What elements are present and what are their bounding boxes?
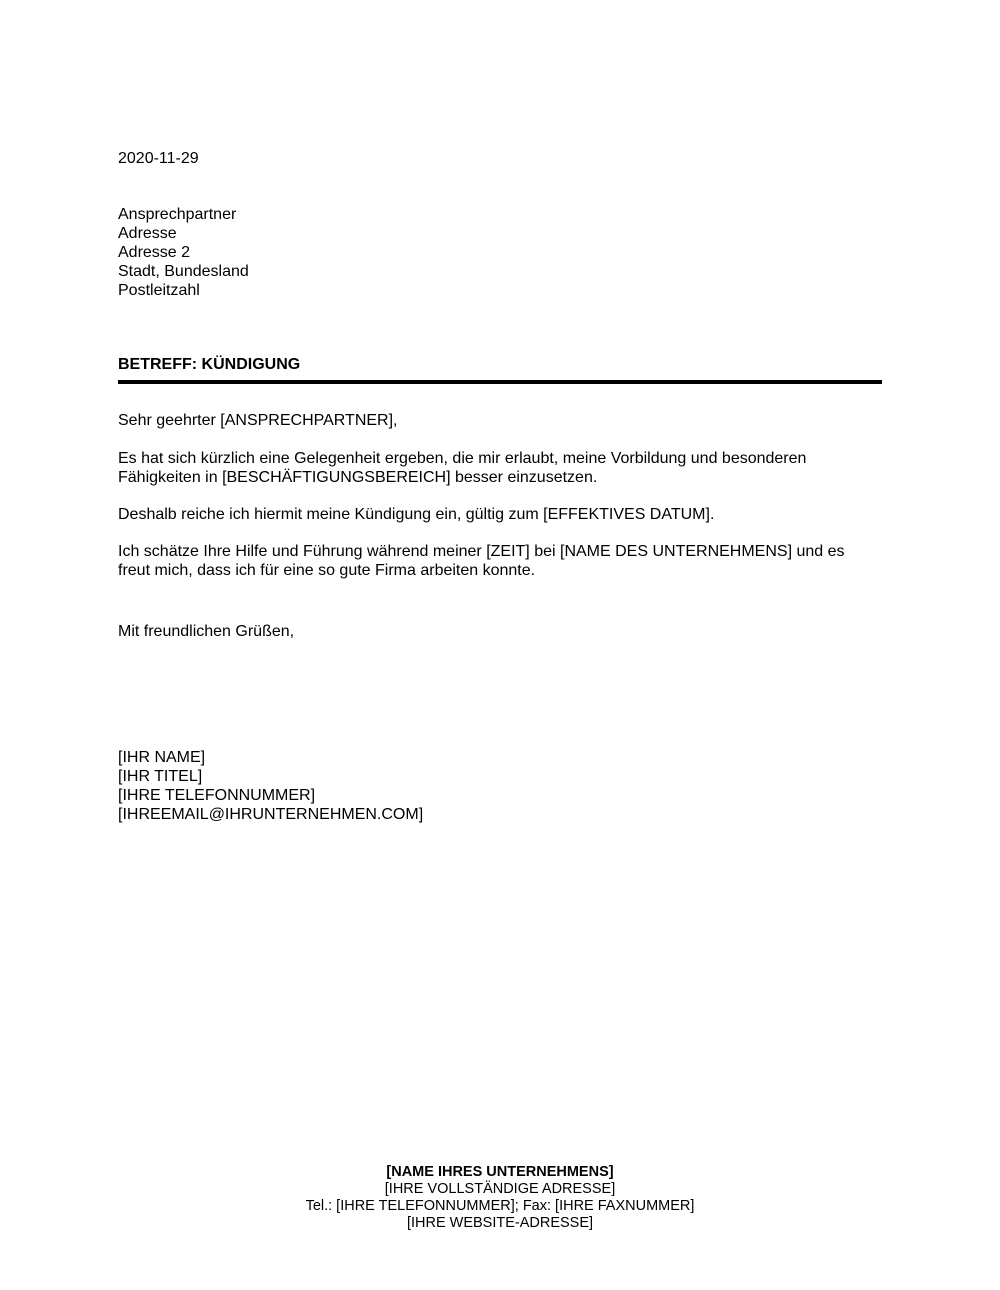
signature-email: [IHREEMAIL@IHRUNTERNEHMEN.COM] — [118, 806, 424, 823]
body-paragraph-3-line-2: freut mich, dass ich für eine so gute Firma arbeiten konnte. — [118, 562, 536, 579]
body-paragraph-1-line-2: Fähigkeiten in [BESCHÄFTIGUNGSBEREICH] besser einzusetzen. — [118, 469, 598, 486]
salutation: Sehr geehrter [ANSPRECHPARTNER], — [118, 412, 398, 429]
recipient-contact: Ansprechpartner — [118, 206, 237, 223]
closing: Mit freundlichen Grüßen, — [118, 623, 295, 640]
body-paragraph-2: Deshalb reiche ich hiermit meine Kündigung ein, gültig zum [EFFEKTIVES DATUM]. — [118, 506, 715, 523]
footer-address: [IHRE VOLLSTÄNDIGE ADRESSE] — [384, 1181, 616, 1197]
body-paragraph-3 — [118, 542, 845, 580]
footer-website: [IHRE WEBSITE-ADRESSE] — [406, 1215, 594, 1231]
footer-company-name: [NAME IHRES UNTERNEHMENS] — [386, 1164, 614, 1180]
body-paragraph-1 — [118, 449, 806, 487]
subject-line: BETREFF: KÜNDIGUNG — [118, 356, 301, 373]
recipient-address-line-1: Adresse — [118, 225, 177, 242]
signature-title: [IHR TITEL] — [118, 768, 203, 785]
recipient-address-line-2: Adresse 2 — [118, 244, 191, 261]
subject-divider — [118, 380, 882, 384]
signature-phone: [IHRE TELEFONNUMMER] — [118, 787, 316, 804]
body-paragraph-1-line-1: Es hat sich kürzlich eine Gelegenheit ergeben, die mir erlaubt, meine Vorbildung und besonderen — [118, 450, 807, 467]
recipient-postal-code: Postleitzahl — [118, 282, 200, 299]
signature-name: [IHR NAME] — [118, 749, 206, 766]
body-paragraph-3-line-1: Ich schätze Ihre Hilfe und Führung während meiner [ZEIT] bei [NAME DES UNTERNEHMENS] und es — [118, 543, 845, 560]
footer-contact: Tel.: [IHRE TELEFONNUMMER]; Fax: [IHRE FAXNUMMER] — [305, 1198, 695, 1214]
recipient-address — [118, 205, 249, 300]
recipient-city-state: Stadt, Bundesland — [118, 263, 249, 280]
letter-date: 2020-11-29 — [118, 150, 199, 167]
letter-footer — [0, 1164, 1000, 1232]
signature-block — [118, 748, 423, 824]
